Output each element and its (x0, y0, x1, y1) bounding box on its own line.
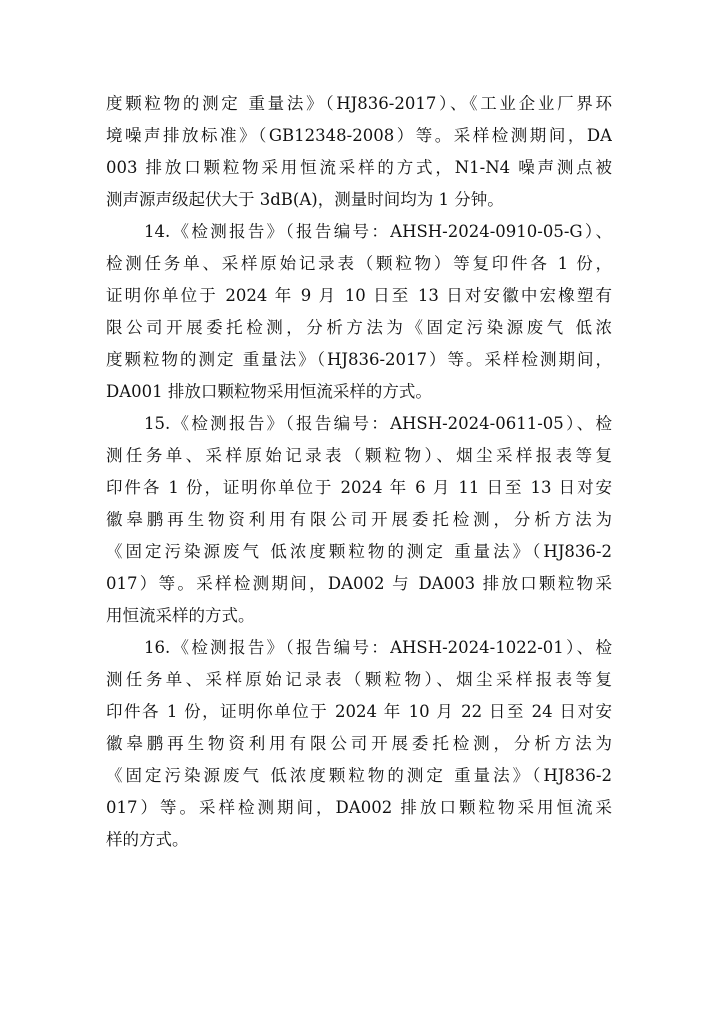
text-line: 测声源声级起伏大于 3dB(A)，测量时间均为 1 分钟。 (106, 190, 504, 209)
paragraph-14 (106, 216, 612, 408)
text-line: 印件各 1 份，证明你单位于 2024 年 6 月 11 日至 13 日对安 (106, 478, 612, 497)
text-line: 境噪声排放标准》（GB12348-2008）等。采样检测期间，DA (106, 126, 612, 145)
text-line: 14.《检测报告》（报告编号：AHSH-2024-0910-05-G）、 (144, 222, 612, 241)
paragraph-continued (106, 88, 612, 216)
text-line: 度颗粒物的测定 重量法》（HJ836-2017）等。采样检测期间， (106, 350, 612, 369)
paragraph-16 (106, 632, 612, 856)
text-line: 16.《检测报告》（报告编号：AHSH-2024-1022-01）、检 (144, 638, 612, 657)
text-line: 15.《检测报告》（报告编号：AHSH-2024-0611-05）、检 (144, 414, 612, 433)
text-line: 《固定污染源废气 低浓度颗粒物的测定 重量法》（HJ836-2 (106, 766, 612, 785)
text-line: 用恒流采样的方式。 (106, 606, 255, 625)
text-line: 检测任务单、采样原始记录表（颗粒物）等复印件各 1 份， (106, 254, 612, 273)
text-line: 证明你单位于 2024 年 9 月 10 日至 13 日对安徽中宏橡塑有 (106, 286, 612, 305)
document-body (106, 88, 612, 856)
text-line: 《固定污染源废气 低浓度颗粒物的测定 重量法》（HJ836-2 (106, 542, 612, 561)
text-line: 003 排放口颗粒物采用恒流采样的方式，N1-N4 噪声测点被 (106, 158, 612, 177)
text-line: 测任务单、采样原始记录表（颗粒物）、烟尘采样报表等复 (106, 446, 612, 465)
text-line: 徽皋鹏再生物资利用有限公司开展委托检测，分析方法为 (106, 734, 612, 753)
text-line: 017）等。采样检测期间，DA002 与 DA003 排放口颗粒物采 (106, 574, 612, 593)
text-line: 样的方式。 (106, 830, 189, 849)
text-line: 测任务单、采样原始记录表（颗粒物）、烟尘采样报表等复 (106, 670, 612, 689)
text-line: 度颗粒物的测定 重量法》（HJ836-2017）、《工业企业厂界环 (106, 94, 612, 113)
text-line: DA001 排放口颗粒物采用恒流采样的方式。 (106, 382, 432, 401)
text-line: 印件各 1 份，证明你单位于 2024 年 10 月 22 日至 24 日对安 (106, 702, 612, 721)
text-line: 限公司开展委托检测，分析方法为《固定污染源废气 低浓 (106, 318, 612, 337)
text-line: 徽皋鹏再生物资利用有限公司开展委托检测，分析方法为 (106, 510, 612, 529)
text-line: 017）等。采样检测期间，DA002 排放口颗粒物采用恒流采 (106, 798, 612, 817)
paragraph-15 (106, 408, 612, 632)
